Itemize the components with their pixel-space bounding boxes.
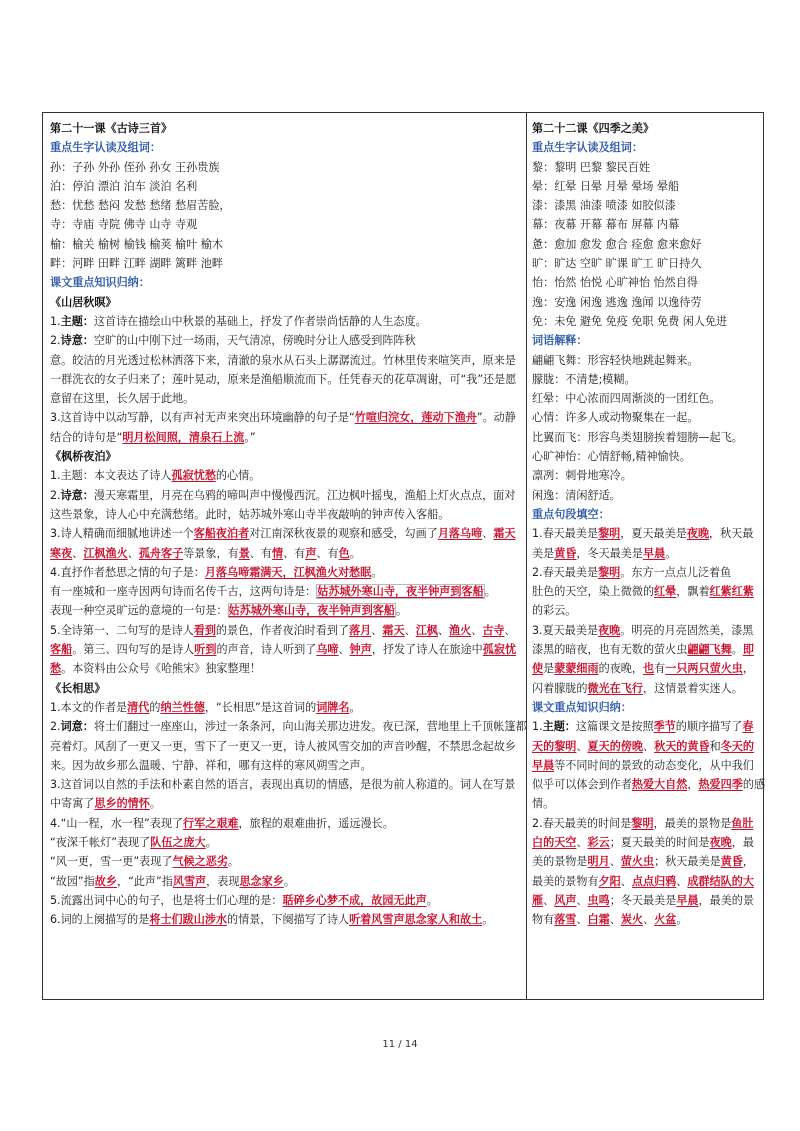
answer: 愁 — [50, 662, 62, 676]
text: 。本资料由公众号《哈熊宋》独家整理！ — [61, 662, 261, 676]
text: ；秋天最美是 — [654, 855, 721, 869]
term-line: 闲逸：清闲舒适。 — [532, 488, 621, 502]
answer: 纳兰性德 — [160, 700, 205, 714]
vocab-line: 寺：寺庙 寺院 佛寺 山寺 寺观 — [50, 218, 198, 232]
answer: 天的黎明 — [532, 739, 577, 753]
answer: 声 — [305, 546, 317, 560]
text-line — [532, 814, 765, 833]
text: 肚色的天空，染上微微的 — [532, 585, 655, 599]
text-line — [50, 408, 520, 427]
text-line — [50, 717, 527, 736]
text: 将士们翻过一座座山，涉过一条条河，向山海关那边进发。夜已深，营地里上千顶帐篷都 — [93, 720, 527, 734]
text-line — [50, 872, 520, 891]
term-line: 心旷神怡：心情舒畅,精神愉快。 — [532, 450, 691, 464]
text-line — [532, 563, 765, 582]
answer: 也 — [643, 662, 655, 676]
answer: 风声 — [554, 893, 577, 907]
answer: 色 — [338, 546, 350, 560]
text: ，旅程的艰难曲折，遥远漫长。 — [238, 816, 394, 830]
text: 是 — [543, 662, 555, 676]
text: ， — [687, 778, 699, 792]
text-line — [532, 872, 765, 891]
answer: 客船 — [50, 643, 73, 657]
answer: 黄昏 — [554, 546, 577, 560]
answer: 炭火 — [620, 913, 644, 927]
text: 对江南深秋夜景的观察和感受，勾画了 — [249, 527, 438, 541]
text: 。 — [482, 913, 494, 927]
answer: 点点归鸦 — [631, 874, 677, 888]
text: 有一座城和一座寺因两句诗而名传千古，这两句诗是： — [50, 585, 317, 599]
text: 、 — [437, 623, 449, 637]
text-line — [532, 833, 765, 852]
text: 1. — [50, 314, 61, 328]
text: 、 — [576, 913, 588, 927]
text-line — [50, 891, 520, 910]
text: 美的景物是 — [532, 855, 588, 869]
text-line — [532, 544, 765, 563]
text: 3.诗人精确而细腻地讲述一个 — [50, 527, 194, 541]
vocab-line: 漆：漆黑 油漆 喷漆 如胶似漆 — [532, 199, 676, 213]
answer: 翩翩飞舞 — [687, 643, 732, 657]
text: 漆黑的暗夜，也有无数的萤火虫 — [532, 643, 688, 657]
answer: 霜天 — [382, 623, 405, 637]
answer: 竹喧归浣女，莲动下渔舟 — [354, 411, 477, 425]
text-line — [50, 833, 520, 852]
answer: 夕阳 — [598, 874, 621, 888]
text: 诗意： — [60, 488, 94, 502]
answer: 雁 — [532, 893, 544, 907]
text: 2.春天最美的时间是 — [532, 816, 632, 830]
term-line: 心情：许多人或动物聚集在一起。 — [532, 411, 699, 425]
text: 。 — [227, 855, 240, 869]
vocab-line: 旷：旷达 空旷 旷课 旷工 旷日持久 — [532, 257, 702, 271]
vocab-line: 愁：忧愁 愁闷 发愁 愁绪 愁眉苦脸， — [50, 199, 231, 213]
text: 主题： — [60, 314, 94, 328]
answer: 成群结队的大 — [687, 874, 754, 888]
text-line — [50, 814, 520, 833]
text: 诗意： — [60, 334, 94, 348]
answer: 使 — [532, 662, 544, 676]
answer: 秋天的黄昏 — [654, 739, 710, 753]
answer: 落雪 — [554, 913, 577, 927]
text: 3.夏天最美是 — [532, 623, 599, 637]
text: 、 — [482, 527, 494, 541]
answer: 行军之艰难 — [183, 816, 239, 830]
text: 、 — [643, 913, 655, 927]
answer: 客船夜泊者 — [193, 527, 250, 541]
text: 。 — [395, 604, 408, 618]
term-line: 翩翩飞舞：形容轻快地跳起舞来。 — [532, 353, 699, 367]
answer: 情 — [272, 546, 284, 560]
answer: 寒夜 — [50, 546, 73, 560]
answer: 早晨 — [532, 758, 555, 772]
fill-heading: 重点句段填空： — [532, 507, 610, 521]
answer: 风雪声 — [172, 874, 207, 888]
lesson-22-column — [527, 113, 771, 999]
text-line — [50, 698, 520, 717]
answer: 乌啼 — [316, 643, 339, 657]
vocab-line: 幕：夜幕 开幕 幕布 屏幕 内幕 — [532, 218, 680, 232]
text: 、 — [504, 623, 516, 637]
page-number: 11 / 14 — [382, 1039, 418, 1050]
text: 1. — [532, 720, 543, 734]
answer: 姑苏城外寒山寺，夜半钟声到客船 — [228, 604, 395, 618]
text: 、 — [127, 546, 139, 560]
answer: 虫鸣 — [587, 893, 610, 907]
answer: 景 — [238, 546, 250, 560]
vocab-heading: 重点生字认读及组词： — [532, 141, 643, 155]
answer: 即 — [742, 643, 754, 657]
text: 4.直抒作者愁思之情的句子是： — [50, 565, 205, 579]
text: 的 — [149, 700, 161, 714]
answer: 明月 — [587, 855, 610, 869]
text: 。明亮的月亮固然美，漆黑 — [620, 623, 754, 637]
text-line — [532, 852, 765, 871]
text: 最美的景物有 — [532, 874, 599, 888]
text: ，冬天最美是 — [576, 546, 643, 560]
answer: 早晨 — [642, 546, 666, 560]
text: 主题： — [542, 720, 576, 734]
text-line — [50, 621, 520, 640]
text-line — [532, 582, 765, 601]
text-line: 亮着灯。风刮了一更又一更，雪下了一更又一更，诗人被风雪交加的声音吵醒，不禁思念起故乡 — [50, 739, 516, 753]
answer: 聒碎乡心梦不成，故园无此声 — [282, 893, 427, 907]
vocab-line: 孙：子孙 外孙 侄孙 孙女 王孙贵族 — [50, 160, 220, 174]
text-line — [532, 775, 765, 794]
text: 和 — [709, 739, 721, 753]
text-line — [532, 679, 765, 698]
answer: 蒙蒙细雨 — [554, 662, 599, 676]
text: 2.春天最美是 — [532, 565, 599, 579]
answer: 火盆 — [654, 913, 677, 927]
text: “夜深千帐灯”表现了 — [50, 835, 151, 849]
text: 。第三、四句写的是诗人 — [72, 643, 195, 657]
text: 2. — [50, 488, 61, 502]
text: 、 — [471, 623, 483, 637]
text-line — [50, 544, 520, 563]
answer: 冬天的 — [720, 739, 754, 753]
text-line — [50, 582, 520, 601]
text: ， — [742, 662, 754, 676]
vocab-line: 黎：黎明 巴黎 黎民百姓 — [532, 160, 650, 174]
text: 。 — [349, 546, 361, 560]
text-line — [50, 794, 520, 813]
text: ，最美的景物是 — [653, 816, 732, 830]
answer: 钟声 — [349, 643, 372, 657]
term-line: 比翼而飞：形容鸟类翅膀挨着翅膀—起飞。 — [532, 430, 743, 444]
text: 、 — [642, 739, 655, 753]
text: 这首诗在描绘山中秋景的基础上，抒发了作者崇尚恬静的人生态度。 — [93, 314, 427, 328]
text-line — [532, 794, 765, 813]
text: 4.“山一程，水一程”表现了 — [50, 816, 184, 830]
answer: 白霜 — [587, 913, 610, 927]
answer: 落月 — [349, 623, 372, 637]
text-line — [50, 466, 520, 485]
answer: 彩云 — [587, 835, 610, 849]
answer: 看到 — [193, 623, 216, 637]
text: “风一更，雪一更”表现了 — [50, 855, 173, 869]
text: ，最美的景 — [698, 893, 754, 907]
text: ；夏天最美的时间是 — [609, 835, 710, 849]
text: 的情景，下阕描写了诗人 — [227, 913, 350, 927]
term-line: 红晕：中心浓而四周渐淡的一团红色。 — [532, 392, 721, 406]
text: 、 — [676, 874, 688, 888]
answer: 夜晚 — [709, 835, 732, 849]
text-line — [50, 852, 520, 871]
text: 似乎可以体会到作者 — [532, 778, 632, 792]
text-line — [532, 640, 765, 659]
vocab-line: 畔：河畔 田畔 江畔 湖畔 篱畔 池畔 — [50, 257, 223, 271]
text: 的顺序描写了 — [675, 720, 743, 734]
answer: 夜晚 — [686, 527, 710, 541]
text: 、 — [620, 874, 632, 888]
answer: 孤寂忧 — [482, 643, 517, 657]
text-line — [50, 486, 520, 505]
text-line — [50, 640, 520, 659]
text-line — [50, 524, 520, 543]
lesson-sheet — [42, 112, 764, 1000]
text: ，飘着 — [676, 585, 710, 599]
answer: 月落乌啼霜满天，江枫渔火对愁眠 — [204, 565, 372, 579]
text: ，抒发了诗人在旅途中 — [371, 643, 483, 657]
text-line — [50, 563, 520, 582]
text: 3.这首诗中以动写静，以有声衬无声来突出环境幽静的句子是“ — [50, 411, 355, 425]
text: 。 — [371, 565, 383, 579]
answer: 孤寂忧愁 — [171, 469, 216, 483]
vocab-line: 怡：怡然 怡悦 心旷神怡 怡然自得 — [532, 276, 698, 290]
vocab-line: 榆：榆关 榆树 榆钱 榆荚 榆叶 榆木 — [50, 237, 223, 251]
term-line: 朦胧：不清楚;模糊。 — [532, 372, 636, 386]
lesson-22-title: 第二十二课《四季之美》 — [532, 122, 655, 135]
answer: 黎明 — [598, 565, 621, 579]
text: 等不同时间的景致的动态变化，从中我们 — [554, 758, 754, 772]
text: 的心情。 — [215, 469, 261, 483]
answer: 队伍之庞大 — [150, 835, 206, 849]
answer: 鱼肚 — [731, 816, 754, 830]
poem-title: 《枫桥夜泊》 — [50, 450, 117, 464]
vocab-line: 免：未免 避免 免疫 免职 免费 闲人免进 — [532, 314, 728, 328]
answer: 古寺 — [482, 623, 505, 637]
answer: 白的天空 — [532, 835, 577, 849]
text: 1.春天最美是 — [532, 527, 599, 541]
text-line — [532, 659, 765, 678]
term-line: 凛冽：刺骨地寒冷。 — [532, 469, 632, 483]
text: 闪着朦胧的 — [532, 681, 588, 695]
text: 的夜晚， — [598, 662, 643, 676]
text: 。 — [349, 700, 361, 714]
answer: 江枫 — [415, 623, 438, 637]
text: ，“此声”指 — [116, 874, 173, 888]
answer: 明月松间照，清泉石上流 — [122, 430, 245, 444]
text-line — [532, 524, 765, 543]
answer: 夏天的傍晚 — [587, 739, 643, 753]
vocab-line: 泊：停泊 漂泊 泊车 淡泊 名利 — [50, 179, 198, 193]
text-line: 3.这首词以自然的手法和朴素自然的语言，表现出真切的情感，是很为前人称道的。词人在写景 — [50, 778, 516, 792]
text: 。 — [665, 546, 677, 560]
text: 。” — [244, 430, 256, 444]
text-line — [532, 891, 765, 910]
text-line — [532, 601, 765, 620]
terms-heading: 词语解释： — [532, 334, 588, 348]
text: 、有 — [249, 546, 272, 560]
text: ”。动静 — [476, 411, 516, 425]
text: 、 — [404, 623, 416, 637]
text: 。 — [205, 835, 217, 849]
text: 、有 — [316, 546, 339, 560]
text: ，这情景着实迷人。 — [642, 681, 743, 695]
text-line: 一群洗衣的女子归来了；莲叶晃动，原来是渔船顺流而下。任凭春天的花草凋谢，可“我”还是愿 — [50, 372, 517, 386]
answer: 孤舟客子 — [138, 546, 184, 560]
answer: 故乡 — [94, 874, 117, 888]
text: 。 — [283, 874, 295, 888]
text: ，秋天最 — [709, 527, 754, 541]
text: 等景象，有 — [183, 546, 239, 560]
text-line — [532, 737, 765, 756]
answer: 热爱四季 — [698, 778, 743, 792]
answer: 思乡的情怀 — [94, 797, 150, 811]
answer: 黎明 — [598, 527, 621, 541]
text-line — [50, 659, 520, 678]
text: 、 — [576, 835, 588, 849]
text: 空旷的山中刚下过一场雨，天气清凉，傍晚时分让人感受到阵阵秋 — [93, 334, 416, 348]
answer: 夜晚 — [598, 623, 621, 637]
answer: 微光在飞行 — [587, 681, 643, 695]
text-line — [50, 331, 520, 350]
text: 1.本文的作者是 — [50, 700, 128, 714]
answer: 思念家乡 — [239, 874, 284, 888]
text-line: 这些景象，诗人心中充满愁绪。此时，姑苏城外寒山寺半夜敲响的钟声传入客船。 — [50, 507, 450, 521]
text: 、 — [576, 739, 588, 753]
poem-title: 《山居秋暝》 — [50, 295, 117, 309]
answer: 红紫红紫 — [709, 585, 754, 599]
text: 美是 — [532, 546, 555, 560]
knowledge-heading: 课文重点知识归纳： — [50, 276, 150, 290]
text: ，最 — [731, 835, 754, 849]
text: 词意： — [60, 720, 94, 734]
text: 2. — [50, 720, 61, 734]
text: “故园”指 — [50, 874, 95, 888]
text: 的彩云。 — [532, 604, 577, 618]
text: 。东方一点点儿泛着鱼 — [620, 565, 732, 579]
answer: 江枫渔火 — [83, 546, 128, 560]
text-line — [50, 312, 520, 331]
text: 有 — [654, 662, 666, 676]
answer: 清代 — [127, 700, 150, 714]
text: 。 — [676, 913, 688, 927]
text-line — [50, 910, 520, 929]
knowledge-heading: 课文重点知识归纳： — [532, 700, 632, 714]
lesson-21-column — [43, 113, 527, 999]
text: 2. — [50, 334, 61, 348]
answer: 红晕 — [654, 585, 677, 599]
text: 这篇课文是按照 — [575, 720, 654, 734]
text: 、 — [609, 855, 621, 869]
answer: 姑苏城外寒山寺，夜半钟声到客船 — [317, 585, 484, 599]
answer: 早晨 — [676, 893, 699, 907]
text-line — [532, 756, 765, 775]
text-line — [50, 428, 520, 447]
text: 。 — [149, 797, 161, 811]
text: ， — [742, 855, 754, 869]
vocab-line: 逸：安逸 闲逸 逃逸 逸闻 以逸待劳 — [532, 295, 702, 309]
answer: 词牌名 — [316, 700, 350, 714]
answer: 春 — [742, 720, 754, 734]
text: 、有 — [283, 546, 306, 560]
answer: 月落乌啼 — [437, 527, 483, 541]
text: 的感 — [742, 778, 766, 792]
text: ，“长相思”是这首词的 — [204, 700, 317, 714]
text: 的声音，诗人听到了 — [216, 643, 317, 657]
text-line: 意。皎洁的月光透过松林洒落下来，清澈的泉水从石头上潺潺流过。竹林里传来喧笑声，原来是 — [50, 353, 516, 367]
answer: 听到 — [194, 643, 217, 657]
text: 表现一种空灵旷远的意境的一句是： — [50, 604, 228, 618]
text: 。 — [731, 643, 743, 657]
text: 的景色，作者夜泊时看到了 — [215, 623, 350, 637]
text: ，夏天最美是 — [620, 527, 687, 541]
text-line — [532, 717, 765, 736]
answer: 听着风雪声思念家人和故土 — [349, 913, 483, 927]
text: 。 — [426, 893, 438, 907]
answer: 霜天 — [493, 527, 516, 541]
text: ，表现 — [206, 874, 240, 888]
text: 、 — [371, 623, 383, 637]
text-line — [532, 621, 765, 640]
answer: 萤火虫 — [620, 855, 655, 869]
text: 。 — [484, 585, 496, 599]
text: 、 — [609, 913, 621, 927]
text-line: 来。因为故乡那么温暖、宁静、祥和，哪有这样的寒风朔雪之声。 — [50, 758, 372, 772]
answer: 黄昏 — [720, 855, 743, 869]
text: ；冬天最美是 — [609, 893, 677, 907]
vocab-line: 惫：愈加 愈发 愈合 痊愈 愈来愈好 — [532, 237, 702, 251]
text: 、 — [543, 893, 555, 907]
text: 6.词的上阕描写的是 — [50, 913, 150, 927]
text: 5.流露出词中心的句子，也是将士们心理的是： — [50, 893, 283, 907]
text: 、 — [338, 643, 350, 657]
vocab-heading: 重点生字认读及组词： — [50, 141, 161, 155]
answer: 渔火 — [449, 623, 472, 637]
answer: 季节 — [653, 720, 676, 734]
text: 中寄寓了 — [50, 797, 95, 811]
text: 情。 — [532, 797, 555, 811]
text: 5.全诗第一、二句写的是诗人 — [50, 623, 194, 637]
text-line — [50, 601, 520, 620]
text: 结合的诗句是“ — [50, 430, 123, 444]
text: 1.主题：本文表达了诗人 — [50, 469, 172, 483]
answer: 黎明 — [631, 816, 654, 830]
answer: 将士们跋山涉水 — [149, 913, 228, 927]
text: 、 — [72, 546, 84, 560]
vocab-line: 晕：红晕 日晕 月晕 晕场 晕船 — [532, 179, 680, 193]
lesson-21-title: 第二十一课《古诗三首》 — [50, 122, 173, 135]
text: 物有 — [532, 913, 555, 927]
poem-title: 《长相思》 — [50, 681, 106, 695]
text-line: 意留在这里，长久居于此地。 — [50, 392, 195, 406]
text-line — [532, 910, 765, 929]
answer: 一只两只萤火虫 — [665, 662, 743, 676]
answer: 热爱大自然 — [631, 778, 688, 792]
text: 漫天寒霜里，月亮在乌鸦的啼叫声中慢慢西沉。江边枫叶摇曳，渔船上灯火点点，面对 — [93, 488, 516, 502]
text: 、 — [576, 893, 588, 907]
answer: 气候之恶劣 — [172, 855, 228, 869]
